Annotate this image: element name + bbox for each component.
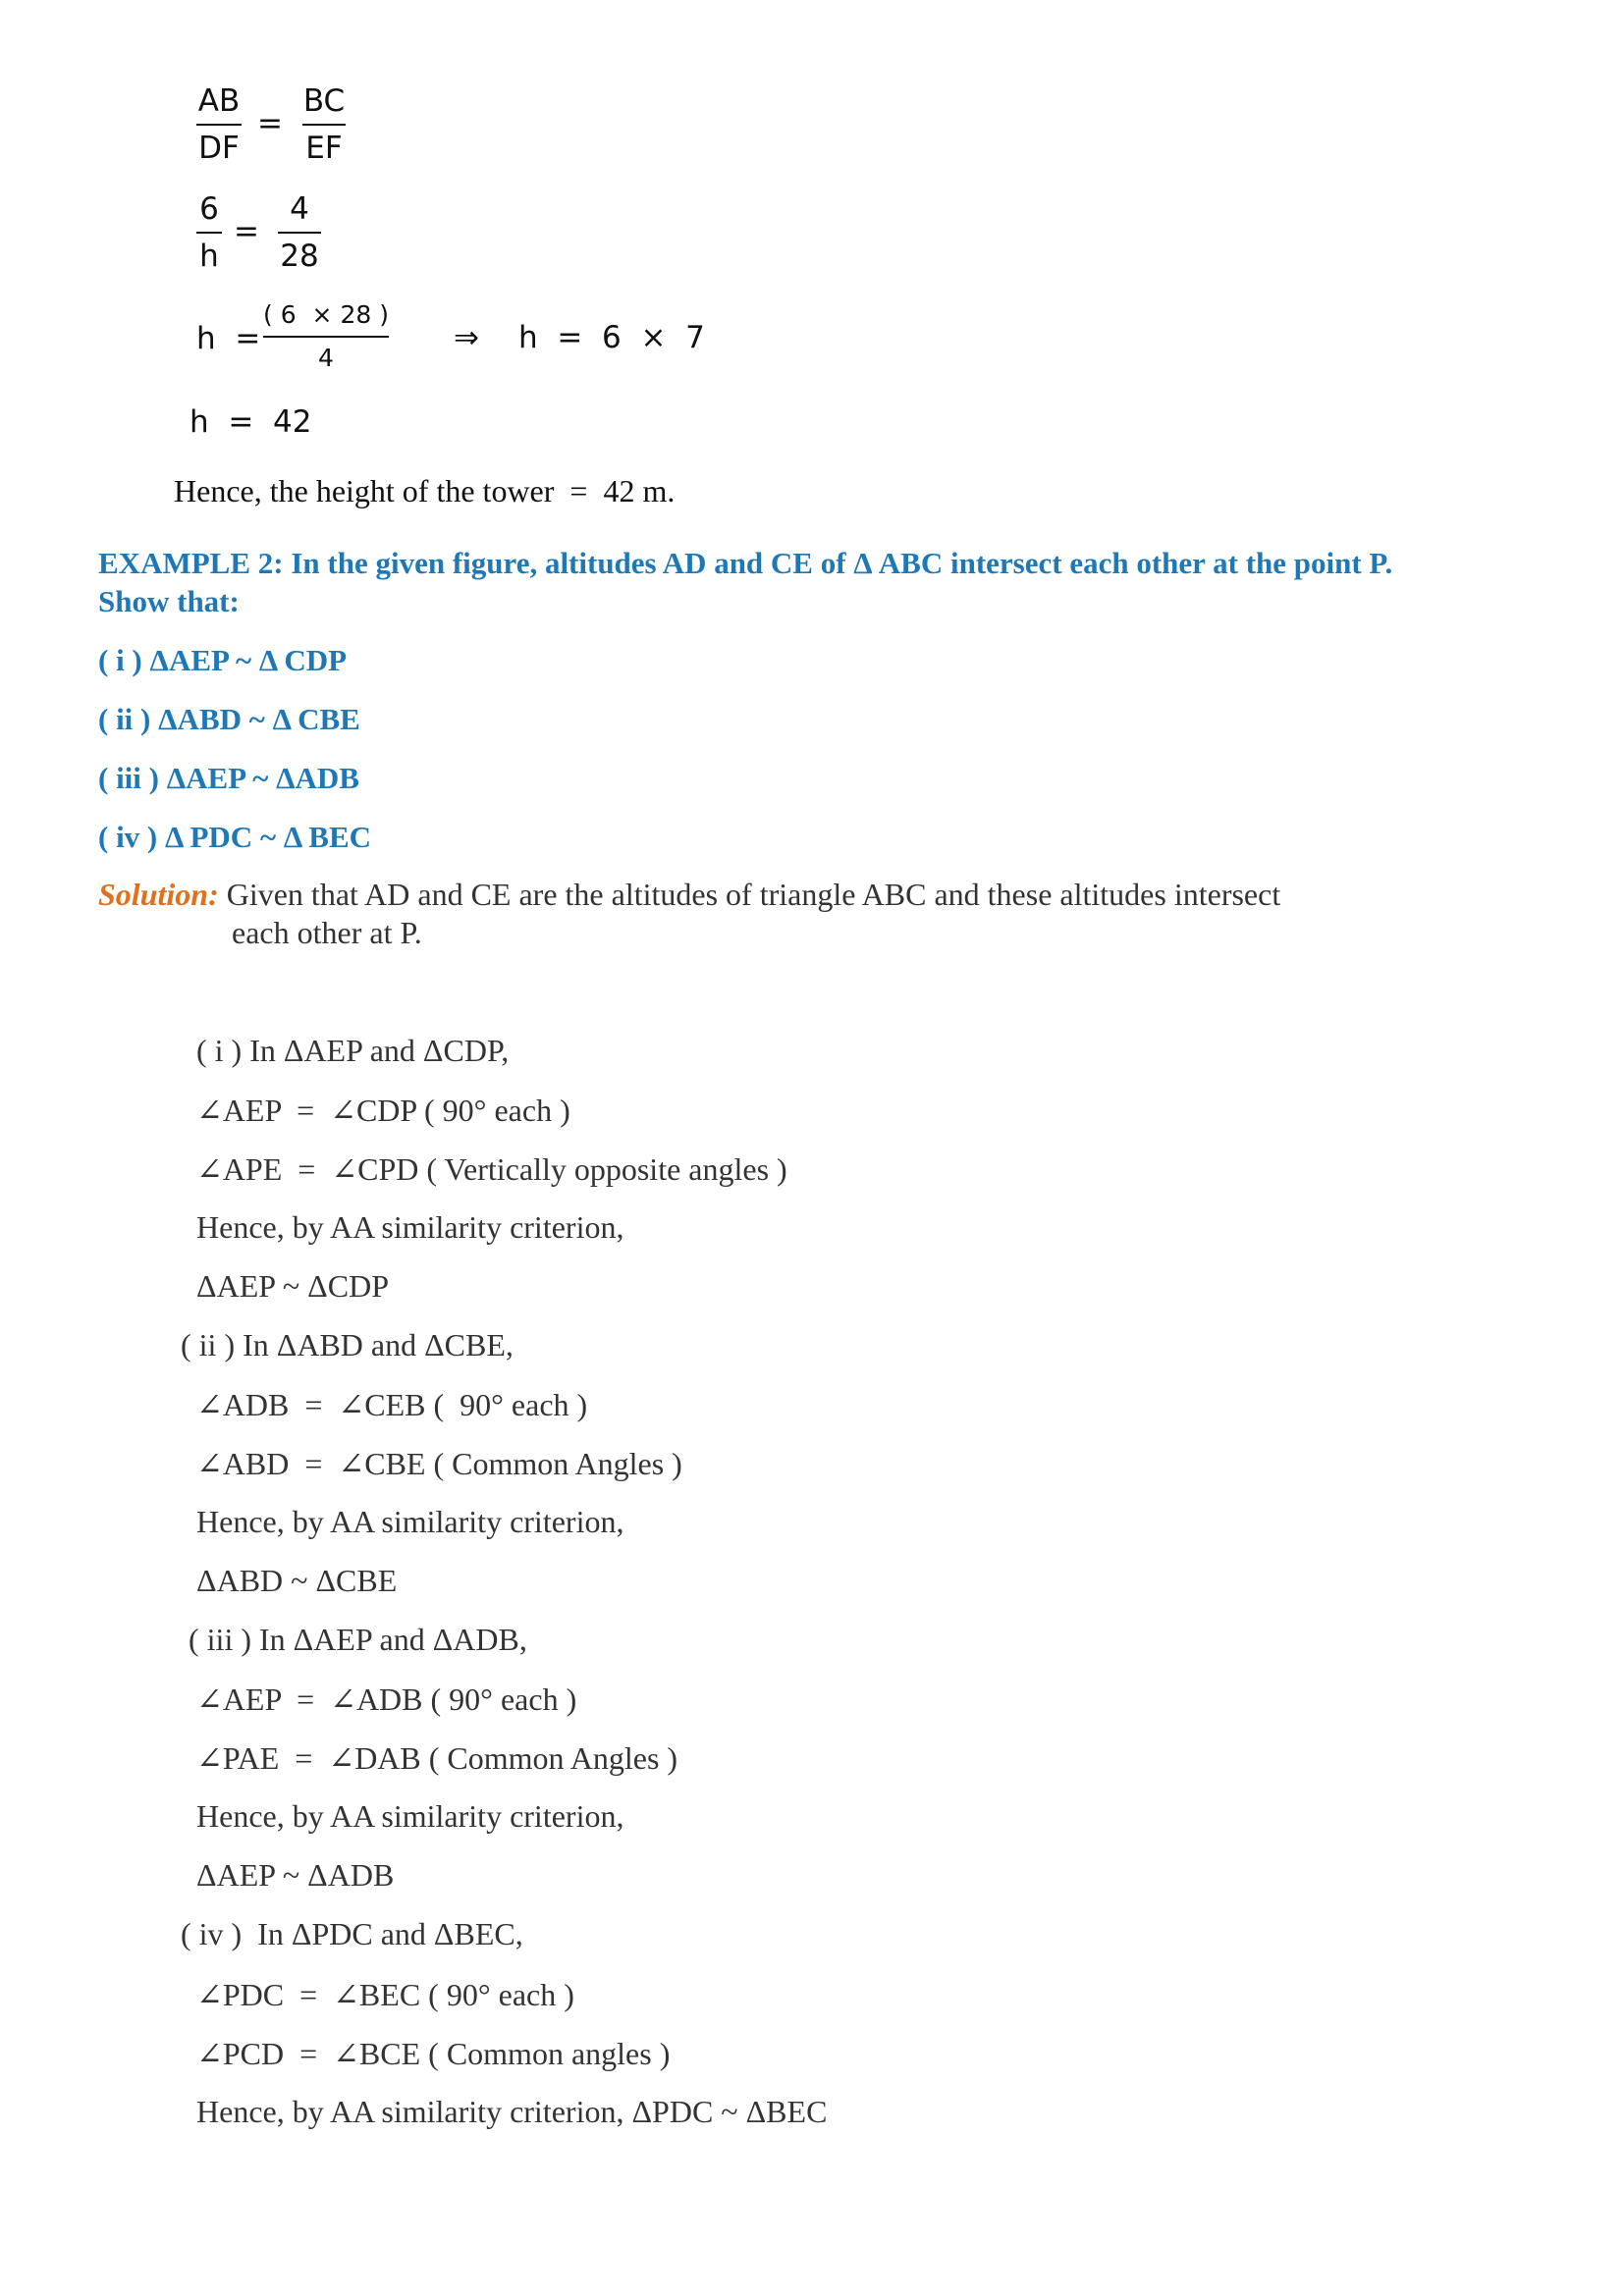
- part-i: ( i ) ΔAEP ~ Δ CDP: [98, 643, 348, 677]
- numerator: 6: [199, 191, 219, 227]
- implies-arrow: ⇒: [454, 320, 479, 355]
- denominator: 4: [318, 344, 334, 372]
- equals-sign: =: [234, 214, 259, 249]
- fraction-bar: [263, 336, 389, 338]
- denominator: 28: [280, 239, 319, 274]
- fraction-6x28-4: [263, 300, 389, 373]
- solution-label: Solution:: [98, 877, 219, 912]
- step-iv-angle-2: ∠PCD = ∠BCE ( Common angles ): [196, 2036, 671, 2071]
- solution-line-1: [98, 877, 1280, 913]
- step-ii-angle-2: ∠ABD = ∠CBE ( Common Angles ): [196, 1446, 682, 1481]
- fraction-6-h: [196, 192, 222, 273]
- part-ii: ( ii ) ΔABD ~ Δ CBE: [98, 702, 360, 736]
- step-i-result: ΔAEP ~ ΔCDP: [196, 1268, 389, 1304]
- fraction-bar: [278, 232, 321, 234]
- step-iii-heading: ( iii ) In ΔAEP and ΔADB,: [189, 1622, 527, 1657]
- eq3-rhs: h = 6 × 7: [518, 320, 705, 355]
- solution-line-2: each other at P.: [232, 915, 422, 950]
- example-show-that: Show that:: [98, 584, 240, 618]
- numerator: AB: [197, 83, 241, 119]
- step-iii-angle-1: ∠AEP = ∠ADB ( 90° each ): [196, 1682, 577, 1717]
- fraction-4-28: [278, 192, 321, 273]
- equals-sign: =: [257, 106, 283, 141]
- step-iii-criterion: Hence, by AA similarity criterion,: [196, 1798, 624, 1834]
- example-title: EXAMPLE 2: In the given figure, altitudes AD and CE of Δ ABC intersect each other at the point P.: [98, 546, 1393, 580]
- fraction-bc-ef: [302, 84, 346, 165]
- denominator: h: [199, 239, 219, 274]
- denominator: EF: [305, 131, 343, 166]
- step-i-angle-2: ∠APE = ∠CPD ( Vertically opposite angles ): [196, 1151, 787, 1187]
- denominator: DF: [198, 131, 240, 166]
- step-ii-heading: ( ii ) In ΔABD and ΔCBE,: [181, 1327, 514, 1362]
- step-ii-result: ΔABD ~ ΔCBE: [196, 1563, 398, 1598]
- fraction-bar: [302, 124, 346, 126]
- fraction-bar: [196, 232, 222, 234]
- numerator: 4: [290, 191, 309, 227]
- fraction-ab-df: [196, 84, 242, 165]
- eq3-lhs: h =: [196, 321, 261, 356]
- step-i-criterion: Hence, by AA similarity criterion,: [196, 1209, 624, 1245]
- part-iv: ( iv ) Δ PDC ~ Δ BEC: [98, 820, 372, 854]
- step-iv-angle-1: ∠PDC = ∠BEC ( 90° each ): [196, 1977, 574, 2012]
- step-iii-angle-2: ∠PAE = ∠DAB ( Common Angles ): [196, 1740, 678, 1776]
- step-i-angle-1: ∠AEP = ∠CDP ( 90° each ): [196, 1093, 570, 1128]
- numerator: BC: [302, 83, 346, 119]
- step-iv-conclusion: Hence, by AA similarity criterion, ΔPDC ~ ΔBEC: [196, 2094, 828, 2129]
- solution-text: Given that AD and CE are the altitudes of triangle ABC and these altitudes intersect: [226, 877, 1281, 912]
- step-ii-angle-1: ∠ADB = ∠CEB ( 90° each ): [196, 1387, 588, 1422]
- step-ii-criterion: Hence, by AA similarity criterion,: [196, 1504, 624, 1539]
- height-conclusion: Hence, the height of the tower = 42 m.: [174, 473, 676, 508]
- fraction-bar: [196, 124, 242, 126]
- numerator: ( 6 × 28 ): [263, 300, 389, 329]
- step-iii-result: ΔAEP ~ ΔADB: [196, 1857, 395, 1893]
- part-iii: ( iii ) ΔAEP ~ ΔADB: [98, 761, 359, 795]
- eq4-result: h = 42: [189, 404, 312, 440]
- step-iv-heading: ( iv ) In ΔPDC and ΔBEC,: [181, 1916, 523, 1951]
- step-i-heading: ( i ) In ΔAEP and ΔCDP,: [196, 1033, 510, 1068]
